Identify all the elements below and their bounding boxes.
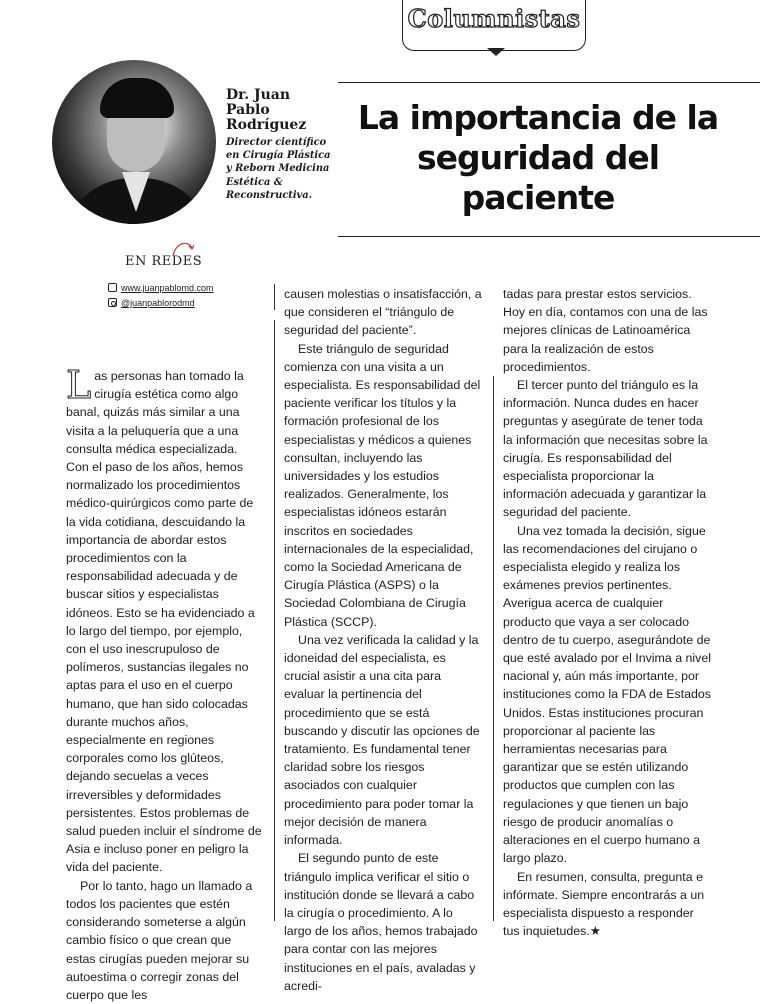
paragraph: causen molestias o insatisfacción, a que consideren el “triángulo de seguridad del paciente”. xyxy=(284,287,482,338)
curved-arrow-icon xyxy=(170,236,196,260)
paragraph: Por lo tanto, hago un llamado a todos los pacientes que estén considerando someterse a algún cambio físico o que crean que estas cirugías pueden mejorar su autoestima o corregir zonas del cuerpo que les xyxy=(66,878,253,1002)
social-instagram-link[interactable] xyxy=(108,297,195,310)
article-column-3 xyxy=(503,285,711,940)
column-divider-2 xyxy=(493,376,494,921)
headline-rule-top xyxy=(338,82,760,83)
author-role: Director científico en Cirugía Plástica y Reborn Medicina Estética & Reconstructiva. xyxy=(226,137,331,201)
section-tab xyxy=(402,0,586,51)
headline: La importancia de la seguridad del paciente xyxy=(357,98,719,217)
paragraph: Una vez tomada la decisión, sigue las recomendaciones del cirujano o especialista elegido y realiza los exámenes previos pertinentes. Averigua acerca de cualquier producto que vaya a ser colocado dentro de tu cuerpo, asegurándote de que esté avalado por el Invima a nivel nacional y, aún más importante, por instituciones como la FDA de Estados Unidos. Estas instituciones procuran proporcionar al paciente las herramientas necesarias para garantizar que se estén utilizando productos que cumplen con las regulaciones y que tienen un bajo riesgo de producir anomalías o alteraciones en el cuerpo humano a largo plazo. xyxy=(503,523,712,866)
social-web-link[interactable] xyxy=(108,282,214,295)
web-icon xyxy=(108,283,117,292)
paragraph: El segundo punto de este triángulo implica verificar el sitio o institución donde se llevará a cabo la cirugía o procedimiento. A lo largo de los años, hemos trabajado para contar con las mejores instituciones en el país, avaladas y acredi- xyxy=(284,851,478,993)
paragraph: Este triángulo de seguridad comienza con una visita a un especialista. Es responsabilidad del paciente verificar los títulos y la formación profesional de los especialistas y médicos a quienes consultan, incluyendo las universidades y los estudios realizados. Generalmente, los especialistas idóneos estarán inscritos en sociedades internacionales de la especialidad, como la Sociedad Americana de Cirugía Plástica (ASPS) o la Sociedad Colombiana de Cirugía Plástica (SCCP). xyxy=(284,341,481,629)
article-column-2 xyxy=(284,285,482,995)
column-divider-1 xyxy=(274,320,275,921)
social-web-text: www.juanpablomd.com xyxy=(121,283,214,293)
paragraph: En resumen, consulta, pregunta e infórmate. Siempre encontrarás a un especialista dispuesto a responder tus inquietudes.★ xyxy=(503,869,705,939)
tab-notch xyxy=(487,48,505,56)
social-instagram-text: @juanpablorodmd xyxy=(121,298,195,308)
author-name: Dr. Juan Pablo Rodríguez xyxy=(226,87,307,133)
social-heading: EN REDES xyxy=(125,254,203,269)
paragraph-text: as personas han tomado la cirugía estética como algo banal, quizás más similar a una visita a la peluquería que a una consulta médica especializada. Con el paso de los años, hemos normalizado los procedimientos médico-quirúrgicos como parte de la vida cotidiana, descuidando la importancia de abordar estos procedimientos con la responsabilidad adecuada y de buscar sitios y especialistas idóneos. Esto se ha evidenciado a lo largo del tiempo, por ejemplo, con el uso inescrupuloso de polímeros, sustancias ilegales no aptas para el uso en el cuerpo humano, que han sido colocadas durante muchos años, especialmente en regiones corporales como los glúteos, dejando secuelas a veces irreversibles y deformidades persistentes. Estos problemas de salud pueden incluir el síndrome de Asia e incluso poner en peligro la vida del paciente. xyxy=(66,369,262,875)
column-divider-top xyxy=(274,284,275,310)
instagram-icon xyxy=(108,298,117,307)
drop-cap: L xyxy=(66,363,92,407)
paragraph xyxy=(66,363,262,877)
section-label: Columnistas xyxy=(407,4,581,33)
paragraph: tadas para prestar estos servicios. Hoy en día, contamos con una de las mejores clínicas de Latinoamérica para la realización de estos procedimientos. xyxy=(503,287,708,374)
paragraph: El tercer punto del triángulo es la información. Nunca dudes en hacer preguntas y asegúrate de tener toda la información que necesitas sobre la cirugía. Es responsabilidad del especialista proporcionar la información adecuada y garantizar la seguridad del paciente. xyxy=(503,378,708,520)
headline-rule-bottom xyxy=(338,236,760,237)
photo-hair xyxy=(100,78,174,118)
author-photo xyxy=(52,60,216,224)
paragraph: Una vez verificada la calidad y la idoneidad del especialista, es crucial asistir a una cita para evaluar la pertinencia del procedimiento que se está buscando y discutir las opciones de tratamiento. Es fundamental tener claridad sobre los riesgos asociados con cualquier procedimiento para poder tomar la mejor decisión de manera informada. xyxy=(284,632,480,848)
article-column-1 xyxy=(66,363,262,1004)
